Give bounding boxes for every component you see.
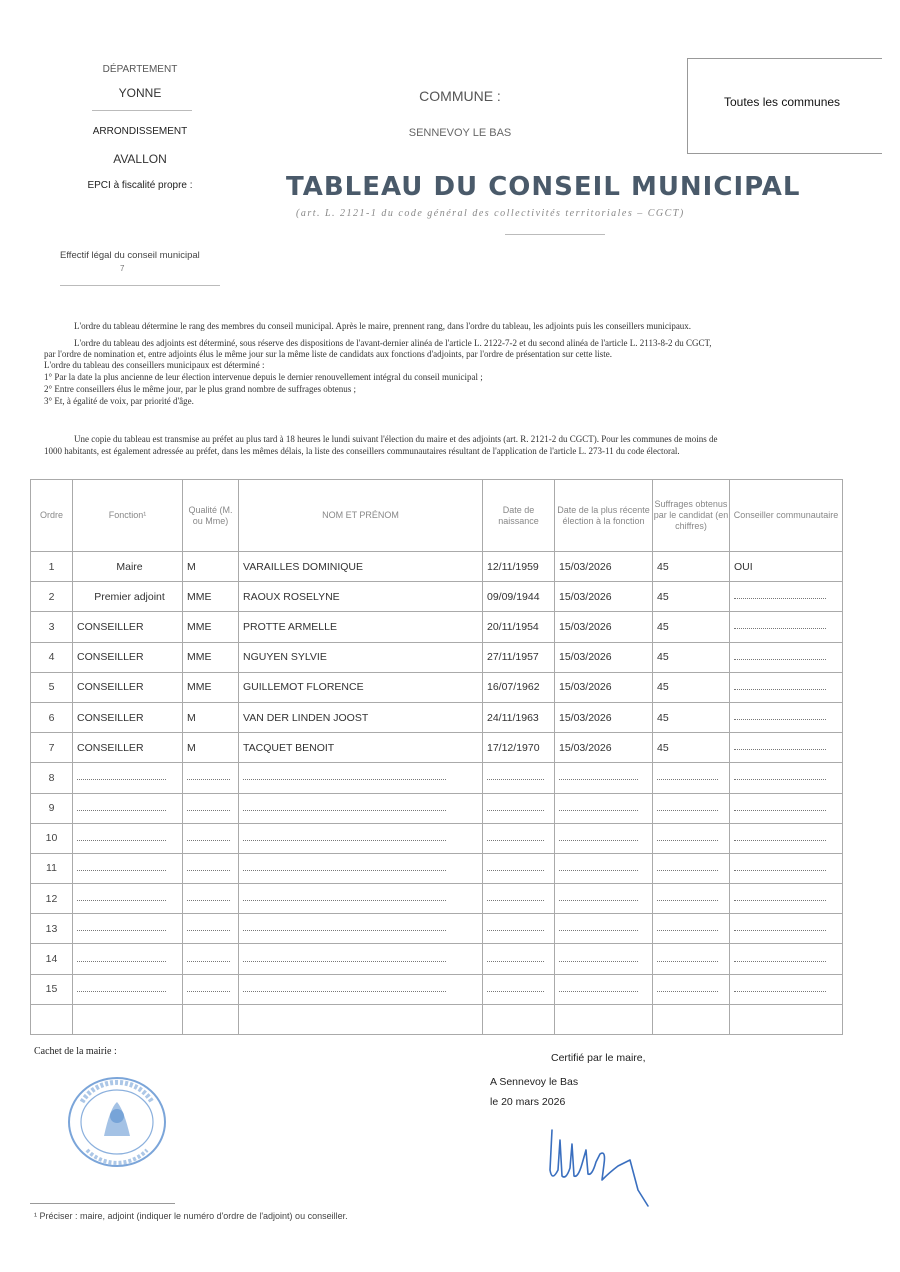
blank-dotted-line <box>734 930 826 931</box>
cell-fonction <box>73 853 183 883</box>
cell-nom <box>239 914 483 944</box>
cell-naissance <box>483 884 555 914</box>
blank-dotted-line <box>187 779 230 780</box>
table-row <box>31 884 843 914</box>
table-row <box>31 733 843 763</box>
cell-communautaire <box>730 974 843 1004</box>
cell-communautaire <box>730 944 843 974</box>
cell-naissance: 20/11/1954 <box>483 612 555 642</box>
blank-dotted-line <box>559 870 638 871</box>
header-qualite: Qualité (M. ou Mme) <box>183 480 239 552</box>
cell-qualite <box>183 914 239 944</box>
cell-qualite <box>183 853 239 883</box>
cell-nom: VARAILLES DOMINIQUE <box>239 552 483 582</box>
cell-fonction <box>73 823 183 853</box>
page-title: TABLEAU DU CONSEIL MUNICIPAL <box>286 172 801 202</box>
footnote-rule <box>30 1203 175 1204</box>
cell-nom: VAN DER LINDEN JOOST <box>239 702 483 732</box>
lieu-label: A Sennevoy le Bas <box>490 1076 579 1088</box>
cell-nom <box>239 974 483 1004</box>
cell-suffrages <box>653 823 730 853</box>
cell-election <box>555 853 653 883</box>
blank-dotted-line <box>734 689 826 690</box>
header-communautaire: Conseiller communautaire <box>730 480 843 552</box>
cell-qualite <box>183 793 239 823</box>
certifie-label: Certifié par le maire, <box>551 1052 646 1064</box>
cell-naissance: 09/09/1944 <box>483 582 555 612</box>
date-label: le 20 mars 2026 <box>490 1096 566 1108</box>
blank-dotted-line <box>77 870 166 871</box>
cell-fonction: CONSEILLER <box>73 702 183 732</box>
cell-election: 15/03/2026 <box>555 672 653 702</box>
blank-dotted-line <box>187 810 230 811</box>
header-election: Date de la plus récente élection à la fonction <box>555 480 653 552</box>
cell-nom <box>239 793 483 823</box>
blank-dotted-line <box>243 930 446 931</box>
blank-dotted-line <box>734 749 826 750</box>
blank-dotted-line <box>657 840 718 841</box>
cell-communautaire <box>730 702 843 732</box>
cell-ordre: 13 <box>31 914 73 944</box>
footnote: ¹ Préciser : maire, adjoint (indiquer le numéro d'ordre de l'adjoint) ou conseiller. <box>34 1211 348 1221</box>
cell-ordre: 3 <box>31 612 73 642</box>
cell-qualite <box>183 1004 239 1034</box>
cell-ordre: 10 <box>31 823 73 853</box>
cell-communautaire <box>730 763 843 793</box>
blank-dotted-line <box>734 719 826 720</box>
cachet-label: Cachet de la mairie : <box>34 1046 117 1057</box>
blank-dotted-line <box>487 779 544 780</box>
blank-dotted-line <box>187 870 230 871</box>
blank-dotted-line <box>734 779 826 780</box>
cell-communautaire <box>730 853 843 883</box>
cell-election <box>555 793 653 823</box>
blank-dotted-line <box>187 840 230 841</box>
table-row <box>31 582 843 612</box>
paragraph-adjoints-2: par l'ordre de nomination et, entre adjoints élus le même jour sur la même liste de candidats aux fonctions d'adjoints, par l'ordre de présentation sur cette liste. <box>44 349 612 359</box>
cell-suffrages <box>653 914 730 944</box>
arrondissement-label: ARRONDISSEMENT <box>92 126 188 137</box>
cell-suffrages <box>653 974 730 1004</box>
cell-election <box>555 974 653 1004</box>
header-naissance: Date de naissance <box>483 480 555 552</box>
blank-dotted-line <box>487 930 544 931</box>
cell-naissance: 24/11/1963 <box>483 702 555 732</box>
blank-dotted-line <box>657 900 718 901</box>
cell-suffrages: 45 <box>653 702 730 732</box>
cell-suffrages: 45 <box>653 612 730 642</box>
cell-nom <box>239 853 483 883</box>
cell-election: 15/03/2026 <box>555 612 653 642</box>
cell-communautaire <box>730 793 843 823</box>
table-row <box>31 642 843 672</box>
blank-dotted-line <box>559 961 638 962</box>
cell-fonction <box>73 793 183 823</box>
cell-fonction: CONSEILLER <box>73 672 183 702</box>
cell-fonction: CONSEILLER <box>73 733 183 763</box>
cell-ordre: 7 <box>31 733 73 763</box>
blank-dotted-line <box>487 840 544 841</box>
table-row <box>31 612 843 642</box>
blank-dotted-line <box>77 810 166 811</box>
blank-dotted-line <box>77 840 166 841</box>
cell-suffrages <box>653 763 730 793</box>
cell-nom: TACQUET BENOIT <box>239 733 483 763</box>
cell-ordre: 8 <box>31 763 73 793</box>
blank-dotted-line <box>734 840 826 841</box>
blank-dotted-line <box>559 840 638 841</box>
blank-dotted-line <box>734 628 826 629</box>
blank-dotted-line <box>657 930 718 931</box>
blank-dotted-line <box>243 810 446 811</box>
cell-fonction <box>73 884 183 914</box>
cell-suffrages: 45 <box>653 733 730 763</box>
cell-communautaire <box>730 884 843 914</box>
departement-value: YONNE <box>118 86 162 100</box>
cell-fonction <box>73 914 183 944</box>
cell-qualite <box>183 944 239 974</box>
cell-qualite <box>183 974 239 1004</box>
departement-label: DÉPARTEMENT <box>102 64 178 75</box>
cell-naissance <box>483 793 555 823</box>
cell-communautaire <box>730 612 843 642</box>
cell-ordre: 14 <box>31 944 73 974</box>
blank-dotted-line <box>487 870 544 871</box>
blank-dotted-line <box>77 930 166 931</box>
table-row <box>31 914 843 944</box>
commune-scope-box <box>687 58 882 154</box>
effectif-rule <box>60 285 220 286</box>
departement-rule <box>92 110 192 111</box>
blank-dotted-line <box>77 779 166 780</box>
table-row <box>31 853 843 883</box>
cell-naissance: 16/07/1962 <box>483 672 555 702</box>
cell-qualite <box>183 823 239 853</box>
blank-dotted-line <box>734 961 826 962</box>
cell-election <box>555 944 653 974</box>
mairie-seal-stamp <box>62 1072 172 1172</box>
commune-label: COMMUNE : <box>419 88 501 104</box>
cell-suffrages <box>653 944 730 974</box>
cell-election <box>555 914 653 944</box>
header-suffrages: Suffrages obtenus par le candidat (en chiffres) <box>653 480 730 552</box>
council-table <box>30 479 843 1035</box>
table-header-row <box>31 480 843 552</box>
blank-dotted-line <box>187 930 230 931</box>
table-row <box>31 1004 843 1034</box>
cell-ordre: 1 <box>31 552 73 582</box>
paragraph-adjoints-5: 2° Entre conseillers élus le même jour, par le plus grand nombre de suffrages obtenus ; <box>44 384 356 394</box>
cell-qualite <box>183 884 239 914</box>
blank-dotted-line <box>243 840 446 841</box>
cell-fonction: Maire <box>73 552 183 582</box>
blank-dotted-line <box>487 810 544 811</box>
header-nom: NOM ET PRÉNOM <box>239 480 483 552</box>
table-row <box>31 793 843 823</box>
cell-election <box>555 763 653 793</box>
cell-nom: PROTTE ARMELLE <box>239 612 483 642</box>
cell-election <box>555 1004 653 1034</box>
blank-dotted-line <box>734 900 826 901</box>
cell-naissance <box>483 823 555 853</box>
blank-dotted-line <box>77 900 166 901</box>
blank-dotted-line <box>734 870 826 871</box>
effectif-value: 7 <box>120 264 125 273</box>
cell-suffrages: 45 <box>653 672 730 702</box>
paragraph-adjoints-4: 1° Par la date la plus ancienne de leur élection intervenue depuis le dernier renouvellement intégral du conseil municipal ; <box>44 372 483 382</box>
table-row <box>31 823 843 853</box>
table-row <box>31 974 843 1004</box>
cell-suffrages: 45 <box>653 582 730 612</box>
cell-ordre: 5 <box>31 672 73 702</box>
cell-fonction <box>73 763 183 793</box>
cell-fonction <box>73 944 183 974</box>
cell-nom <box>239 1004 483 1034</box>
cell-election: 15/03/2026 <box>555 552 653 582</box>
title-rule <box>505 234 605 235</box>
cell-suffrages: 45 <box>653 642 730 672</box>
blank-dotted-line <box>559 810 638 811</box>
blank-dotted-line <box>243 870 446 871</box>
cell-qualite: M <box>183 552 239 582</box>
cell-nom <box>239 884 483 914</box>
cell-communautaire <box>730 733 843 763</box>
cell-communautaire: OUI <box>730 552 843 582</box>
blank-dotted-line <box>734 810 826 811</box>
table-row <box>31 944 843 974</box>
cell-communautaire <box>730 642 843 672</box>
cell-suffrages <box>653 1004 730 1034</box>
cell-fonction <box>73 974 183 1004</box>
cell-naissance: 12/11/1959 <box>483 552 555 582</box>
cell-naissance: 17/12/1970 <box>483 733 555 763</box>
cell-ordre <box>31 1004 73 1034</box>
cell-fonction <box>73 1004 183 1034</box>
cell-election: 15/03/2026 <box>555 733 653 763</box>
cell-ordre: 15 <box>31 974 73 1004</box>
cell-nom <box>239 944 483 974</box>
cell-qualite: M <box>183 702 239 732</box>
blank-dotted-line <box>487 991 544 992</box>
cell-naissance <box>483 944 555 974</box>
blank-dotted-line <box>559 991 638 992</box>
effectif-label: Effectif légal du conseil municipal <box>60 250 200 261</box>
cell-qualite: MME <box>183 642 239 672</box>
page-subtitle: (art. L. 2121-1 du code général des collectivités territoriales – CGCT) <box>296 208 685 219</box>
blank-dotted-line <box>187 991 230 992</box>
cell-suffrages <box>653 793 730 823</box>
cell-qualite: MME <box>183 612 239 642</box>
blank-dotted-line <box>243 991 446 992</box>
cell-nom: NGUYEN SYLVIE <box>239 642 483 672</box>
blank-dotted-line <box>657 779 718 780</box>
paragraph-adjoints-1: L'ordre du tableau des adjoints est déterminé, sous réserve des dispositions de l'avant-dernier alinéa de l'article L. 2122-7-2 et du second alinéa de l'article L. 2113-8-2 du CGCT, <box>74 338 712 348</box>
cell-communautaire <box>730 914 843 944</box>
paragraph-copie-2: 1000 habitants, est également adressée au préfet, dans les mêmes délais, la liste des conseillers communautaires résultant de l'application de l'article L. 273-11 du code électoral. <box>44 446 680 456</box>
council-table-body <box>31 552 843 1035</box>
blank-dotted-line <box>243 961 446 962</box>
cell-ordre: 11 <box>31 853 73 883</box>
cell-election <box>555 823 653 853</box>
cell-election: 15/03/2026 <box>555 642 653 672</box>
cell-suffrages <box>653 884 730 914</box>
cell-naissance <box>483 974 555 1004</box>
blank-dotted-line <box>734 659 826 660</box>
cell-ordre: 9 <box>31 793 73 823</box>
blank-dotted-line <box>243 900 446 901</box>
cell-naissance <box>483 853 555 883</box>
cell-nom <box>239 823 483 853</box>
blank-dotted-line <box>243 779 446 780</box>
cell-communautaire <box>730 823 843 853</box>
table-row <box>31 672 843 702</box>
blank-dotted-line <box>487 961 544 962</box>
cell-election: 15/03/2026 <box>555 702 653 732</box>
cell-ordre: 12 <box>31 884 73 914</box>
mayor-signature <box>540 1120 660 1210</box>
cell-fonction: CONSEILLER <box>73 612 183 642</box>
table-row <box>31 702 843 732</box>
header-fonction: Fonction¹ <box>73 480 183 552</box>
cell-naissance: 27/11/1957 <box>483 642 555 672</box>
cell-qualite: MME <box>183 582 239 612</box>
blank-dotted-line <box>487 900 544 901</box>
epci-label: EPCI à fiscalité propre : <box>87 180 193 191</box>
cell-election: 15/03/2026 <box>555 582 653 612</box>
cell-ordre: 6 <box>31 702 73 732</box>
blank-dotted-line <box>559 900 638 901</box>
cell-naissance <box>483 1004 555 1034</box>
blank-dotted-line <box>657 870 718 871</box>
cell-fonction: Premier adjoint <box>73 582 183 612</box>
blank-dotted-line <box>559 930 638 931</box>
blank-dotted-line <box>77 991 166 992</box>
blank-dotted-line <box>734 991 826 992</box>
blank-dotted-line <box>657 991 718 992</box>
blank-dotted-line <box>559 779 638 780</box>
cell-suffrages: 45 <box>653 552 730 582</box>
cell-ordre: 2 <box>31 582 73 612</box>
paragraph-ordre: L'ordre du tableau détermine le rang des membres du conseil municipal. Après le maire, prennent rang, dans l'ordre du tableau, les adjoints puis les conseillers municipaux. <box>74 321 692 331</box>
commune-value: SENNEVOY LE BAS <box>408 127 512 139</box>
cell-election <box>555 884 653 914</box>
blank-dotted-line <box>77 961 166 962</box>
cell-nom <box>239 763 483 793</box>
table-row <box>31 763 843 793</box>
arrondissement-value: AVALLON <box>113 152 167 166</box>
blank-dotted-line <box>657 961 718 962</box>
blank-dotted-line <box>657 810 718 811</box>
cell-naissance <box>483 763 555 793</box>
cell-naissance <box>483 914 555 944</box>
table-row <box>31 552 843 582</box>
cell-suffrages <box>653 853 730 883</box>
paragraph-adjoints-6: 3° Et, à égalité de voix, par priorité d'âge. <box>44 396 194 406</box>
cell-qualite <box>183 763 239 793</box>
cell-communautaire <box>730 1004 843 1034</box>
cell-ordre: 4 <box>31 642 73 672</box>
cell-qualite: M <box>183 733 239 763</box>
blank-dotted-line <box>187 900 230 901</box>
cell-communautaire <box>730 672 843 702</box>
cell-fonction: CONSEILLER <box>73 642 183 672</box>
cell-communautaire <box>730 582 843 612</box>
cell-nom: RAOUX ROSELYNE <box>239 582 483 612</box>
cell-nom: GUILLEMOT FLORENCE <box>239 672 483 702</box>
paragraph-adjoints-3: L'ordre du tableau des conseillers municipaux est déterminé : <box>44 360 265 370</box>
blank-dotted-line <box>734 598 826 599</box>
commune-scope-text: Toutes les communes <box>724 95 841 109</box>
cell-qualite: MME <box>183 672 239 702</box>
header-ordre: Ordre <box>31 480 73 552</box>
blank-dotted-line <box>187 961 230 962</box>
paragraph-copie-1: Une copie du tableau est transmise au préfet au plus tard à 18 heures le lundi suivant l'élection du maire et des adjoints (art. R. 2121-2 du CGCT). Pour les communes de moins de <box>74 434 718 444</box>
